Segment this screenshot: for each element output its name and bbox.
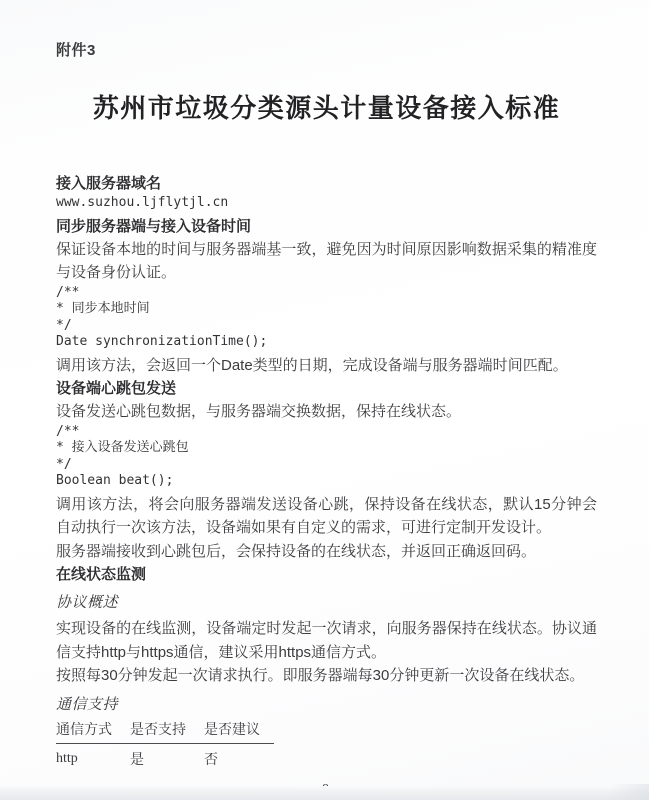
table-row-http	[56, 743, 274, 769]
para-sync-method-desc: 调用该方法，会返回一个Date类型的日期，完成设备端与服务器端时间匹配。	[56, 356, 568, 374]
para-heartbeat-desc: 设备发送心跳包数据，与服务器端交换数据，保持在线状态。	[56, 403, 462, 420]
para-beat-method-desc: 调用该方法，将会向服务器端发送设备心跳，保持设备在线状态，默认15分钟会自动执行一次该方法，设备端如果有自定义的需求，可进行定制开发设计。	[56, 495, 597, 536]
attachment-label: 附件3	[56, 42, 96, 59]
section-heading-server-domain: 接入服务器域名	[56, 175, 162, 192]
section-heading-heartbeat: 设备端心跳包发送	[56, 380, 177, 397]
code-comment-open-sync: /**	[56, 284, 80, 300]
subheading-comm-support: 通信支持	[56, 695, 119, 713]
code-comment-open-beat: /**	[56, 423, 80, 439]
code-sync-method: Date synchronizationTime();	[56, 334, 268, 349]
para-request-interval: 按照每30分钟发起一次请求执行。即服务器端每30分钟更新一次设备在线状态。	[56, 667, 585, 684]
code-comment-close-beat: */	[56, 456, 72, 472]
photo-bottom-edge	[0, 786, 649, 800]
table-header-is-advised: 是否建议	[204, 719, 274, 744]
para-time-sync-desc: 保证设备本地的时间与服务器端基一致，避免因为时间原因影响数据采集的精准度与设备身份认证。	[56, 240, 597, 281]
code-comment-close-sync: */	[56, 317, 72, 333]
table-header-comm-method: 通信方式	[56, 719, 130, 744]
server-domain-url: www.suzhou.ljflytjl.cn	[56, 195, 229, 210]
cell-is-advised: 否	[204, 750, 218, 767]
table-header-is-supported: 是否支持	[130, 719, 204, 744]
code-comment-body-sync: * 同步本地时间	[56, 301, 150, 316]
cell-comm-method: http	[56, 750, 78, 766]
table-header-row	[56, 719, 274, 744]
cell-is-supported: 是	[130, 750, 144, 767]
code-comment-body-beat: * 接入设备发送心跳包	[56, 440, 189, 455]
code-beat-method: Boolean beat();	[56, 473, 174, 488]
subheading-protocol-overview: 协议概述	[56, 594, 119, 611]
page-title: 苏州市垃圾分类源头计量设备接入标准	[92, 94, 561, 123]
section-heading-time-sync: 同步服务器端与接入设备时间	[56, 217, 252, 235]
comm-support-table	[56, 719, 274, 769]
photo-corner-shade	[609, 784, 649, 800]
section-heading-online-status: 在线状态监测	[56, 566, 147, 583]
para-beat-server-ack: 服务器端接收到心跳包后，会保持设备的在线状态，并返回正确返回码。	[56, 542, 537, 560]
para-protocol-overview-desc: 实现设备的在线监测，设备端定时发起一次请求，向服务器保持在线状态。协议通信支持http与https通信，建议采用https通信方式。	[56, 620, 597, 661]
